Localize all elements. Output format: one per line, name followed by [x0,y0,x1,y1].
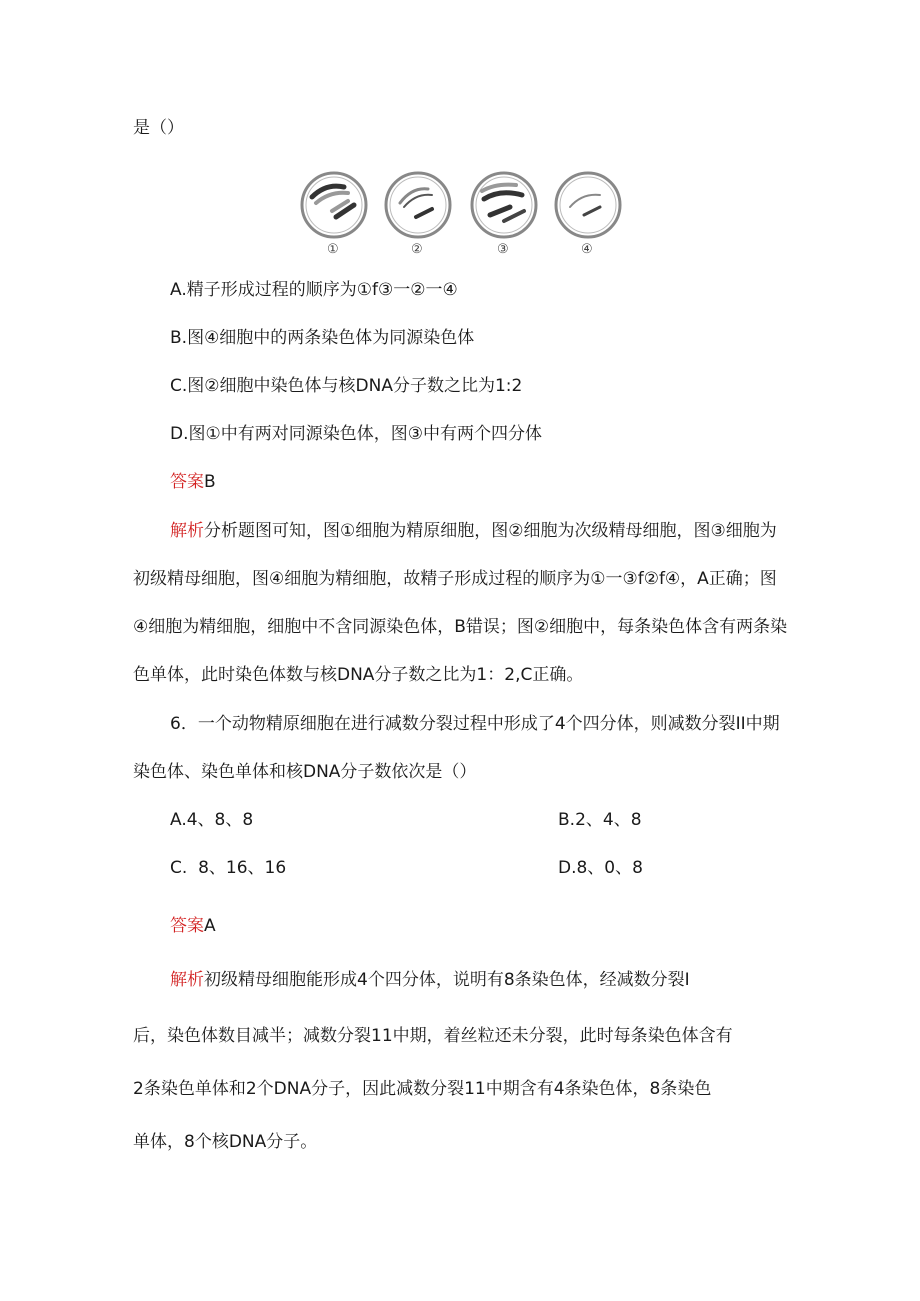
cell-division-figure [296,165,626,260]
q6-analysis-line-4: 单体，8个核DNA分子。 [133,1132,318,1152]
q6-option-a: A.4、8、8 [170,810,254,830]
q5-analysis-label: 解析 [170,521,204,541]
q5-option-d: D.图①中有两对同源染色体，图③中有两个四分体 [170,424,542,444]
cell-4-label: ④ [581,242,593,257]
q5-option-b: B.图④细胞中的两条染色体为同源染色体 [170,328,475,348]
q6-option-b: B.2、4、8 [558,810,642,830]
q6-analysis-label: 解析 [170,970,204,990]
q5-answer-label: 答案 [170,472,204,492]
q5-analysis-line-1 [170,519,777,543]
cell-3-label: ③ [497,242,509,257]
q6-stem-line-2: 染色体、染色单体和核DNA分子数依次是（） [133,762,477,782]
cell-1 [302,173,366,257]
cell-3 [472,173,536,257]
q6-option-d: D.8、0、8 [558,858,643,878]
q5-answer [170,470,216,494]
q6-stem-line-1: 6．一个动物精原细胞在进行减数分裂过程中形成了4个四分体，则减数分裂II中期 [170,714,780,734]
cell-2-label: ② [411,242,423,257]
q5-analysis-line-2: 初级精母细胞，图④细胞为精细胞，故精子形成过程的顺序为①一③f②f④，A正确；图 [133,569,777,589]
q6-answer-value: A [204,916,216,936]
question-5-stem-tail: 是（） [133,118,184,138]
q5-answer-value: B [204,472,216,492]
q6-answer-label: 答案 [170,916,204,936]
q6-option-c: C. 8、16、16 [170,858,287,878]
q5-analysis-line-3: ④细胞为精细胞，细胞中不含同源染色体，B错误；图②细胞中，每条染色体含有两条染 [133,617,788,637]
q5-analysis-line-4: 色单体，此时染色体数与核DNA分子数之比为1：2,C正确。 [133,665,584,685]
cell-2 [386,173,450,257]
q5-option-c: C.图②细胞中染色体与核DNA分子数之比为1:2 [170,376,523,396]
q5-analysis-text-1: 分析题图可知，图①细胞为精原细胞，图②细胞为次级精母细胞，图③细胞为 [204,521,777,541]
q6-analysis-line-3: 2条染色单体和2个DNA分子，因此减数分裂11中期含有4条染色体，8条染色 [133,1079,712,1099]
q6-answer [170,914,216,938]
q5-option-a: A.精子形成过程的顺序为①f③一②一④ [170,280,458,300]
cell-1-label: ① [327,242,339,257]
q6-analysis-line-2: 后，染色体数目减半；减数分裂11中期，着丝粒还未分裂，此时每条染色体含有 [133,1026,733,1046]
q6-analysis-text-1: 初级精母细胞能形成4个四分体，说明有8条染色体，经减数分裂I [204,970,690,990]
q6-analysis-line-1 [170,968,690,992]
cell-4 [556,173,620,257]
